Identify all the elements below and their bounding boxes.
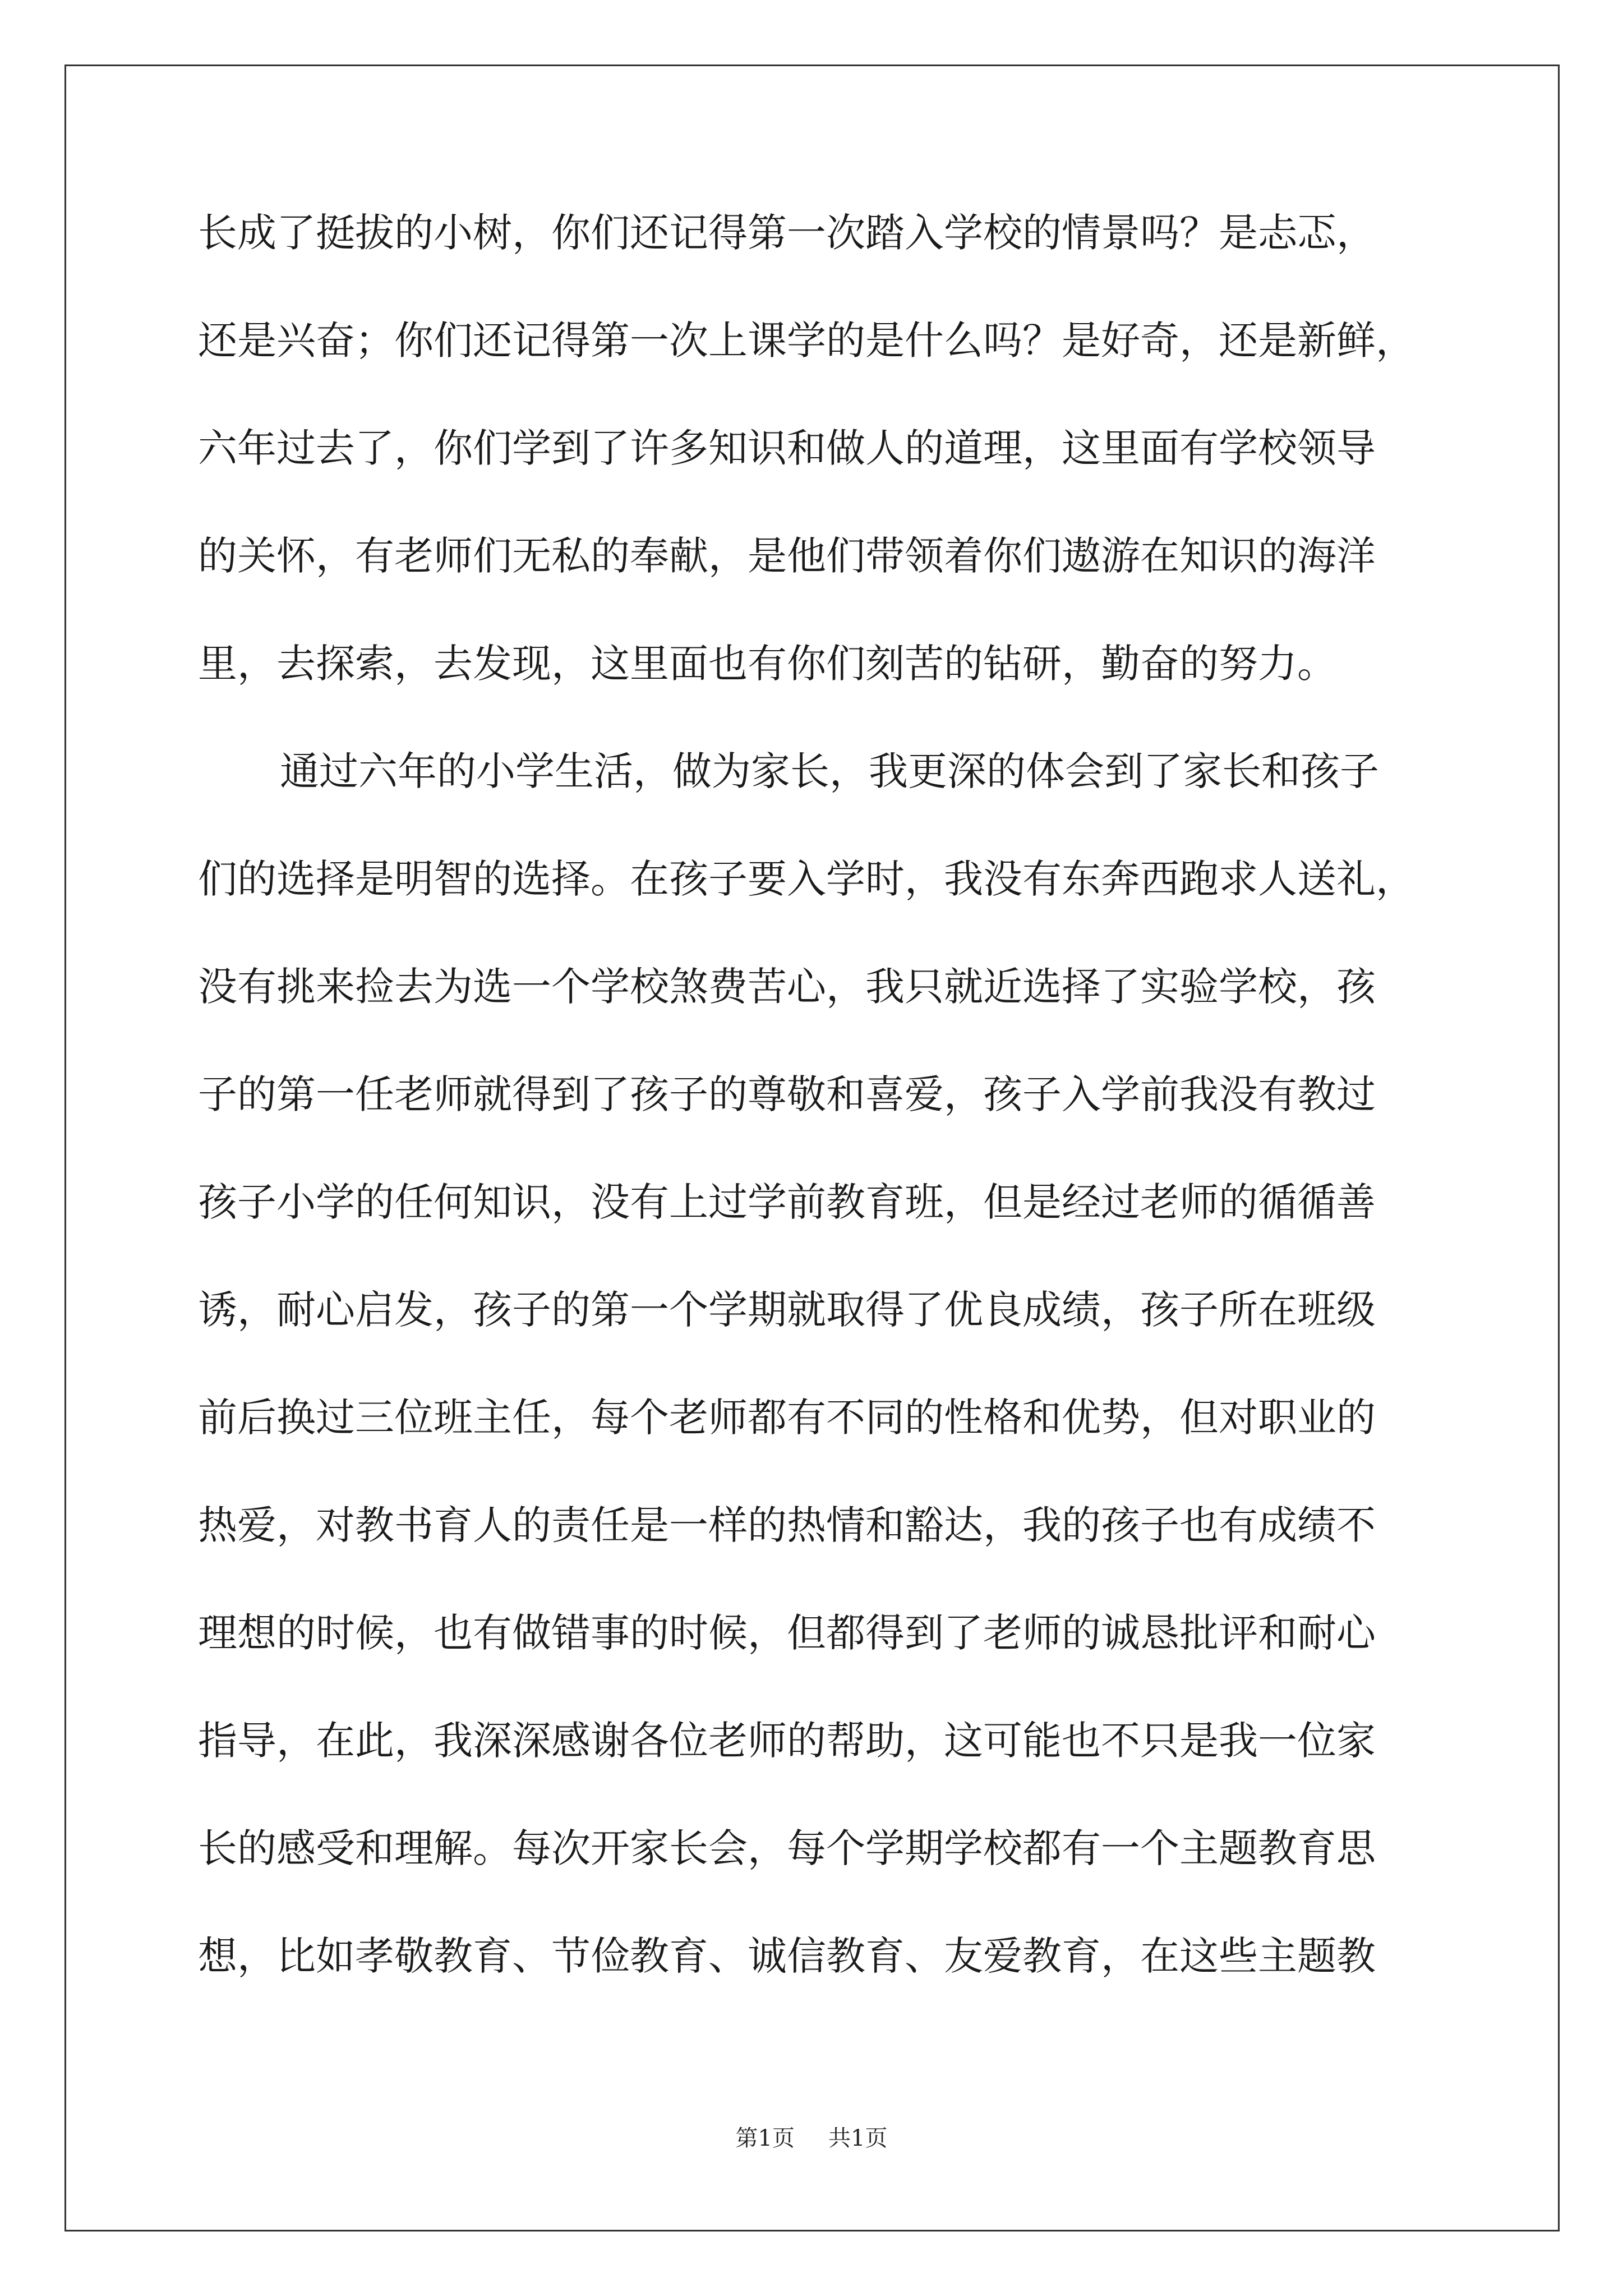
- text-line: 六年过去了，你们学到了许多知识和做人的道理，这里面有学校领导: [198, 425, 1376, 471]
- text-line: 前后换过三位班主任，每个老师都有不同的性格和优势，但对职业的: [198, 1395, 1376, 1441]
- text-line: 指导，在此，我深深感谢各位老师的帮助，这可能也不只是我一位家: [198, 1718, 1376, 1764]
- page-border: [64, 65, 1560, 2231]
- text-line: 们的选择是明智的选择。在孩子要入学时，我没有东奔西跑求人送礼，: [198, 856, 1415, 902]
- text-line: 还是兴奋；你们还记得第一次上课学的是什么吗？是好奇，还是新鲜，: [198, 318, 1415, 364]
- text-line: 子的第一任老师就得到了孩子的尊敬和喜爱，孩子入学前我没有教过: [198, 1071, 1376, 1117]
- text-line: 长的感受和理解。每次开家长会，每个学期学校都有一个主题教育思: [198, 1825, 1376, 1871]
- text-line: 诱，耐心启发，孩子的第一个学期就取得了优良成绩，孩子所在班级: [198, 1287, 1376, 1333]
- text-line: 长成了挺拔的小树，你们还记得第一次踏入学校的情景吗？是忐忑，: [198, 210, 1376, 256]
- paragraph-first-line: 通过六年的小学生活，做为家长，我更深的体会到了家长和孩子: [280, 748, 1379, 794]
- page-total: 共1页: [828, 2125, 888, 2151]
- text-line: 没有挑来捡去为选一个学校煞费苦心，我只就近选择了实验学校，孩: [198, 964, 1376, 1010]
- text-line: 的关怀，有老师们无私的奉献，是他们带领着你们遨游在知识的海洋: [198, 533, 1376, 579]
- text-line: 里，去探索，去发现，这里面也有你们刻苦的钻研，勤奋的努力。: [198, 641, 1336, 687]
- text-line: 热爱，对教书育人的责任是一样的热情和豁达，我的孩子也有成绩不: [198, 1502, 1376, 1548]
- page-number: 第1页: [735, 2125, 795, 2151]
- text-line: 想，比如孝敬教育、节俭教育、诚信教育、友爱教育，在这些主题教: [198, 1933, 1376, 1979]
- text-line: 理想的时候，也有做错事的时候，但都得到了老师的诚恳批评和耐心: [198, 1610, 1376, 1656]
- page-footer: [0, 2120, 1623, 2152]
- text-line: 孩子小学的任何知识，没有上过学前教育班，但是经过老师的循循善: [198, 1179, 1376, 1225]
